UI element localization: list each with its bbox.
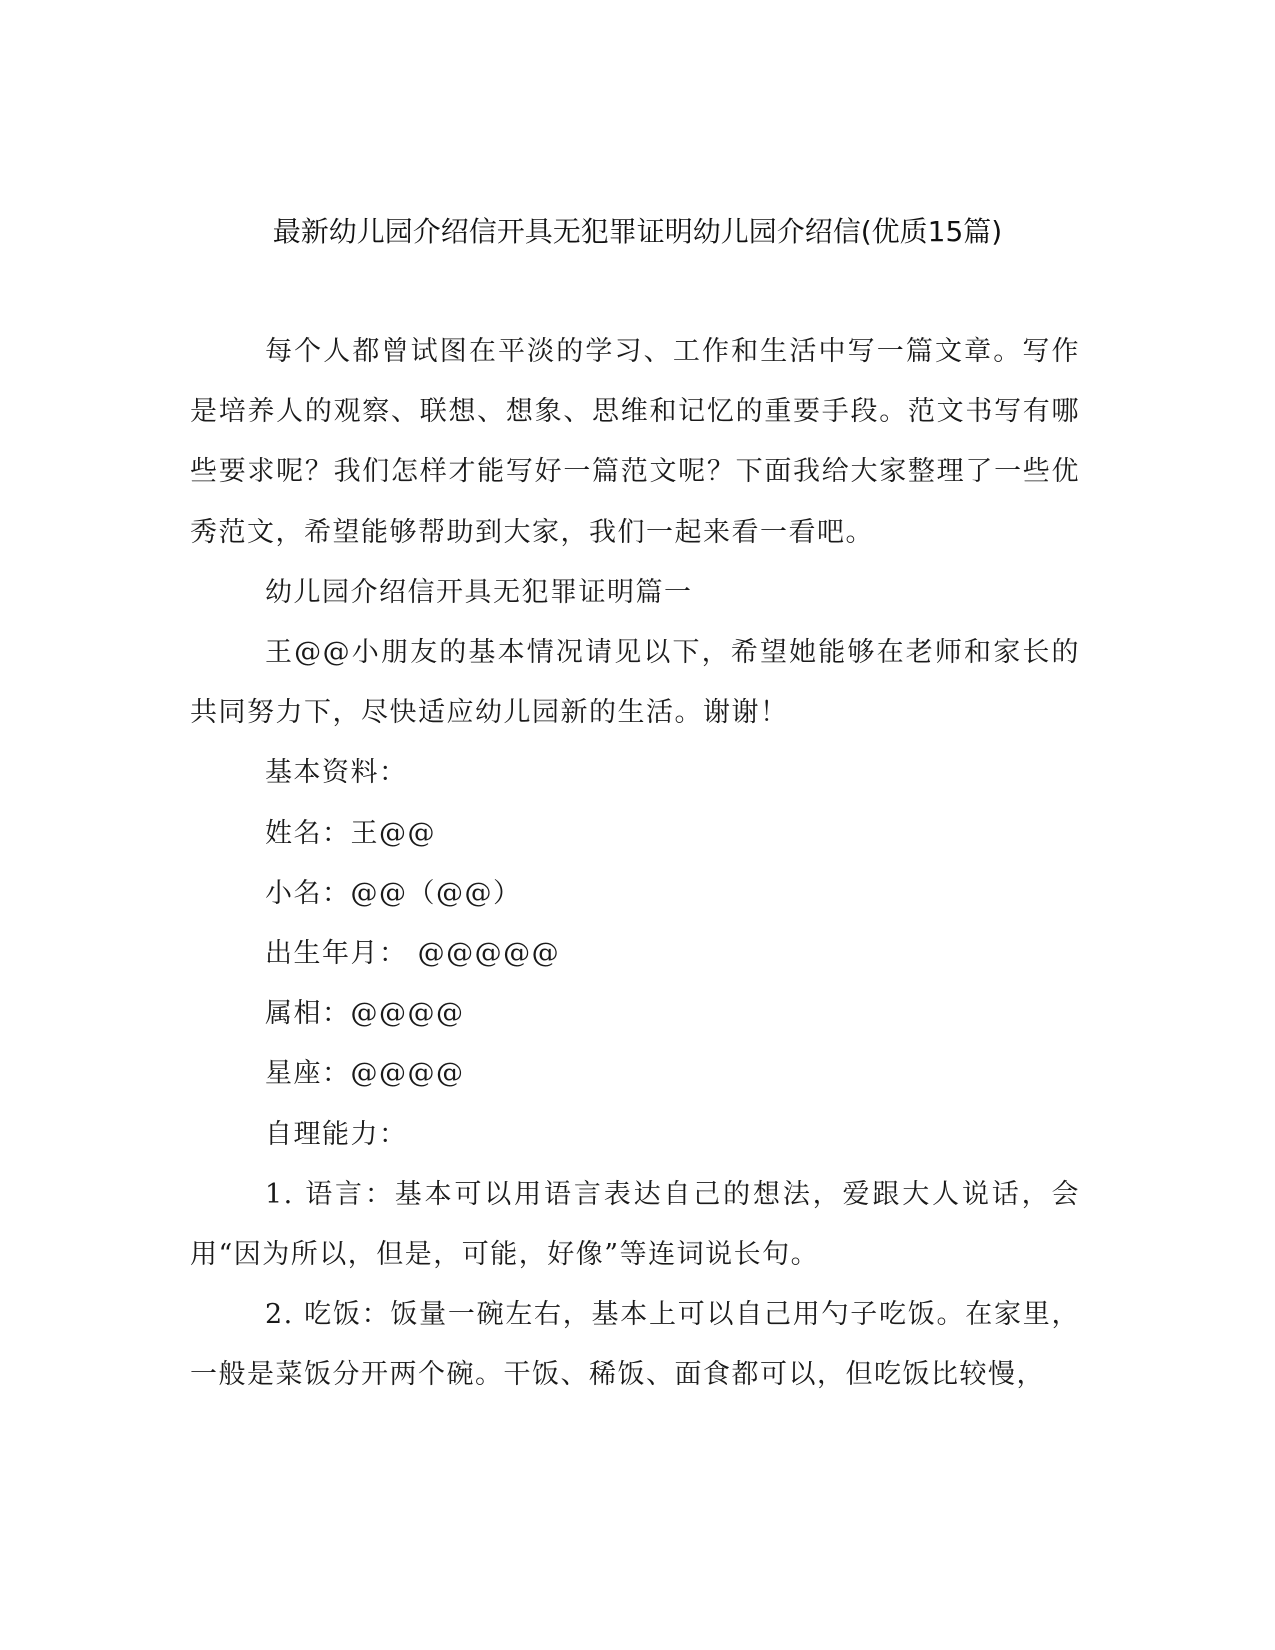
document-title: 最新幼儿园介绍信开具无犯罪证明幼儿园介绍信(优质15篇) bbox=[272, 215, 1003, 248]
info-birth: 出生年月： @@@@@ bbox=[265, 938, 561, 970]
info-name: 姓名：王@@ bbox=[265, 817, 436, 849]
info-nickname: 小名：@@（@@） bbox=[265, 877, 522, 909]
info-zodiac: 属相：@@@@ bbox=[265, 998, 465, 1030]
section-heading: 幼儿园介绍信开具无犯罪证明篇一 bbox=[265, 576, 693, 608]
ability-eating: 2. 吃饭：饭量一碗左右，基本上可以自己用勺子吃饭。在家里，一般是菜饭分开两个碗。干饭、稀饭、面食都可以，但吃饭比较慢， bbox=[190, 1299, 1080, 1391]
ability-label: 自理能力： bbox=[265, 1118, 408, 1150]
document-body bbox=[190, 322, 1080, 1406]
ability-language: 1. 语言：基本可以用语言表达自己的想法，爱跟大人说话，会用“因为所以，但是，可能，好像”等连词说长句。 bbox=[190, 1178, 1080, 1271]
intro-paragraph: 每个人都曾试图在平淡的学习、工作和生活中写一篇文章。写作是培养人的观察、联想、想象、思维和记忆的重要手段。范文书写有哪些要求呢？我们怎样才能写好一篇范文呢？下面我给大家整理了一些优秀范文，希望能够帮助到大家，我们一起来看一看吧。 bbox=[190, 336, 1080, 548]
info-label: 基本资料： bbox=[265, 757, 408, 789]
info-constellation: 星座：@@@@ bbox=[265, 1058, 465, 1090]
body-paragraph: 王@@小朋友的基本情况请见以下，希望她能够在老师和家长的共同努力下，尽快适应幼儿园新的生活。谢谢！ bbox=[190, 637, 1080, 729]
